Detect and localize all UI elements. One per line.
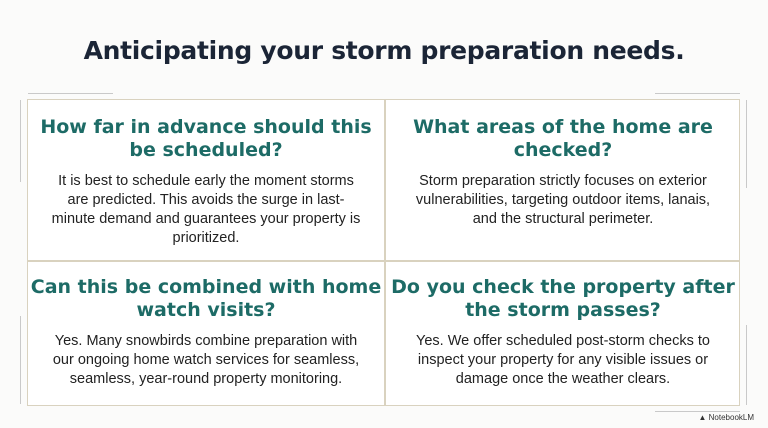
dimension-line-left-upper <box>20 100 21 182</box>
faq-grid <box>27 99 740 406</box>
faq-card-post-storm <box>385 276 741 389</box>
faq-answer: It is best to schedule early the moment storms are predicted. This avoids the surge in last-minute demand and guarantees your property is prioritized. <box>51 173 361 246</box>
dimension-line-bottom-right <box>655 411 740 412</box>
brand-label: NotebookLM <box>708 413 754 422</box>
faq-card-scheduling <box>28 116 384 248</box>
faq-question: Do you check the property after the storm passes? <box>391 276 735 321</box>
page-title: Anticipating your storm preparation needs. <box>83 36 685 65</box>
dimension-line-top-right <box>655 93 740 94</box>
notebooklm-logo-icon: ▲ <box>698 413 707 422</box>
faq-answer: Storm preparation strictly focuses on exterior vulnerabilities, targeting outdoor items, lanais, and the structural perimeter. <box>415 173 711 227</box>
faq-answer: Yes. We offer scheduled post-storm checks to inspect your property for any visible issues or damage once the weather clears. <box>416 333 710 387</box>
faq-card-home-watch <box>28 276 384 389</box>
dimension-line-left-lower <box>20 316 21 404</box>
faq-answer: Yes. Many snowbirds combine preparation with our ongoing home watch services for seamless, seamless, year-round property monitoring. <box>52 333 360 387</box>
faq-card-areas-checked <box>385 116 741 229</box>
dimension-line-right-lower <box>746 325 747 405</box>
dimension-line-top-left <box>28 93 113 94</box>
dimension-line-right-upper <box>746 100 747 188</box>
grid-divider-horizontal <box>28 260 739 262</box>
faq-question: What areas of the home are checked? <box>413 116 713 161</box>
faq-question: Can this be combined with home watch visits? <box>30 276 382 321</box>
brand-watermark <box>698 413 754 422</box>
faq-question: How far in advance should this be scheduled? <box>40 116 372 161</box>
